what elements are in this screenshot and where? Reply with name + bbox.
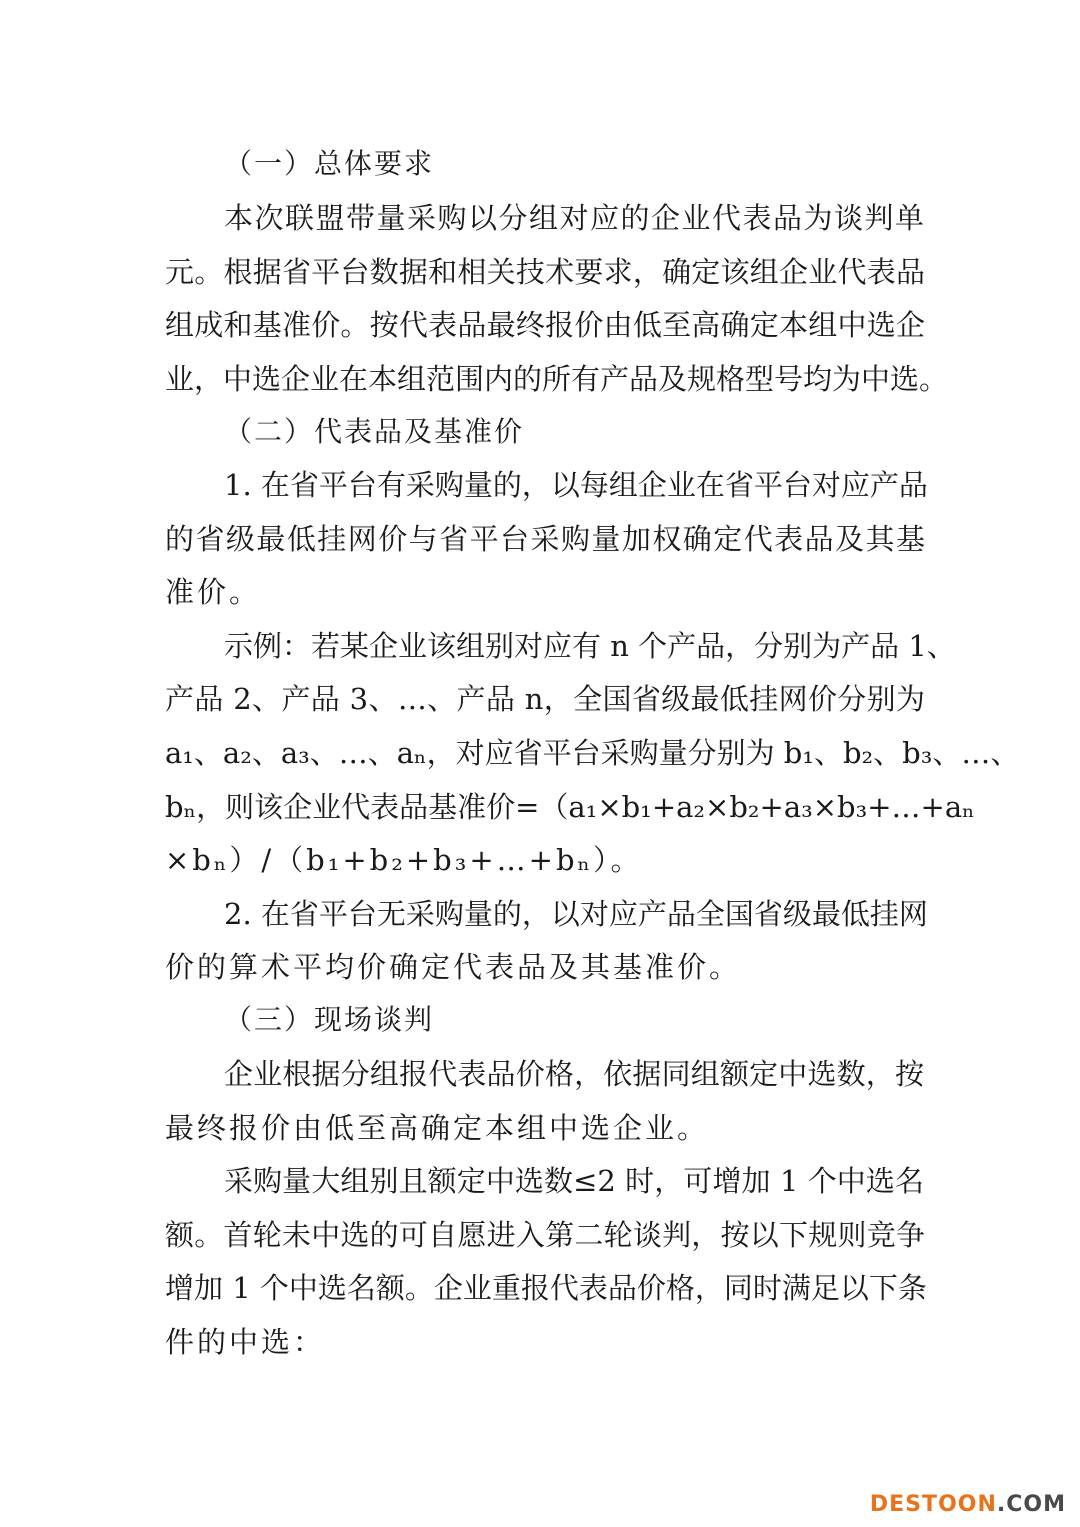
section-heading-1: （一）总体要求 (224, 147, 435, 180)
paragraph-line: 1. 在省平台有采购量的，以每组企业在省平台对应产品 (224, 468, 928, 502)
paragraph-line: 企业根据分组报代表品价格，依据同组额定中选数，按 (224, 1057, 924, 1091)
paragraph-line: 最终报价由低至高确定本组中选企业。 (165, 1111, 710, 1145)
paragraph-line: 价的算术平均价确定代表品及其基准价。 (165, 950, 742, 984)
watermark-logo (870, 1492, 1066, 1517)
paragraph-line: 准价。 (165, 575, 262, 609)
paragraph-line: 增加 1 个中选名额。企业重报代表品价格，同时满足以下条 (165, 1271, 927, 1305)
paragraph-line: 2. 在省平台无采购量的，以对应产品全国省级最低挂网 (224, 897, 928, 931)
watermark-text-suffix: .COM (996, 1492, 1066, 1517)
section-heading-2: （二）代表品及基准价 (224, 415, 525, 448)
paragraph-line: 额。首轮未中选的可自愿进入第二轮谈判，按以下规则竞争 (165, 1218, 925, 1252)
paragraph-line: 的省级最低挂网价与省平台采购量加权确定代表品及其基 (165, 522, 925, 556)
paragraph-line: 件的中选： (165, 1325, 326, 1359)
example-formula-line: bₙ，则该企业代表品基准价=（a₁×b₁+a₂×b₂+a₃×b₃+…+aₙ (165, 790, 975, 824)
paragraph-line: 业，中选企业在本组范围内的所有产品及规格型号均为中选。 (165, 362, 949, 396)
paragraph-line: 采购量大组别且额定中选数≤2 时，可增加 1 个中选名 (224, 1164, 924, 1198)
watermark-text-main: DESTOON (869, 1492, 997, 1517)
paragraph-line: 本次联盟带量采购以分组对应的企业代表品为谈判单 (224, 201, 924, 235)
example-line: 产品 2、产品 3、…、产品 n，全国省级最低挂网价分别为 (165, 682, 925, 716)
example-formula-line: ×bₙ）/（b₁+b₂+b₃+…+bₙ）。 (165, 843, 643, 877)
section-heading-3: （三）现场谈判 (224, 1003, 435, 1036)
paragraph-line: 组成和基准价。按代表品最终报价由低至高确定本组中选企 (165, 308, 925, 342)
paragraph-line: 元。根据省平台数据和相关技术要求，确定该组企业代表品 (165, 255, 925, 289)
example-line: 示例：若某企业该组别对应有 n 个产品，分别为产品 1、 (224, 629, 956, 663)
example-formula-line: a₁、a₂、a₃、…、aₙ，对应省平台采购量分别为 b₁、b₂、b₃、…、 (165, 736, 1020, 770)
